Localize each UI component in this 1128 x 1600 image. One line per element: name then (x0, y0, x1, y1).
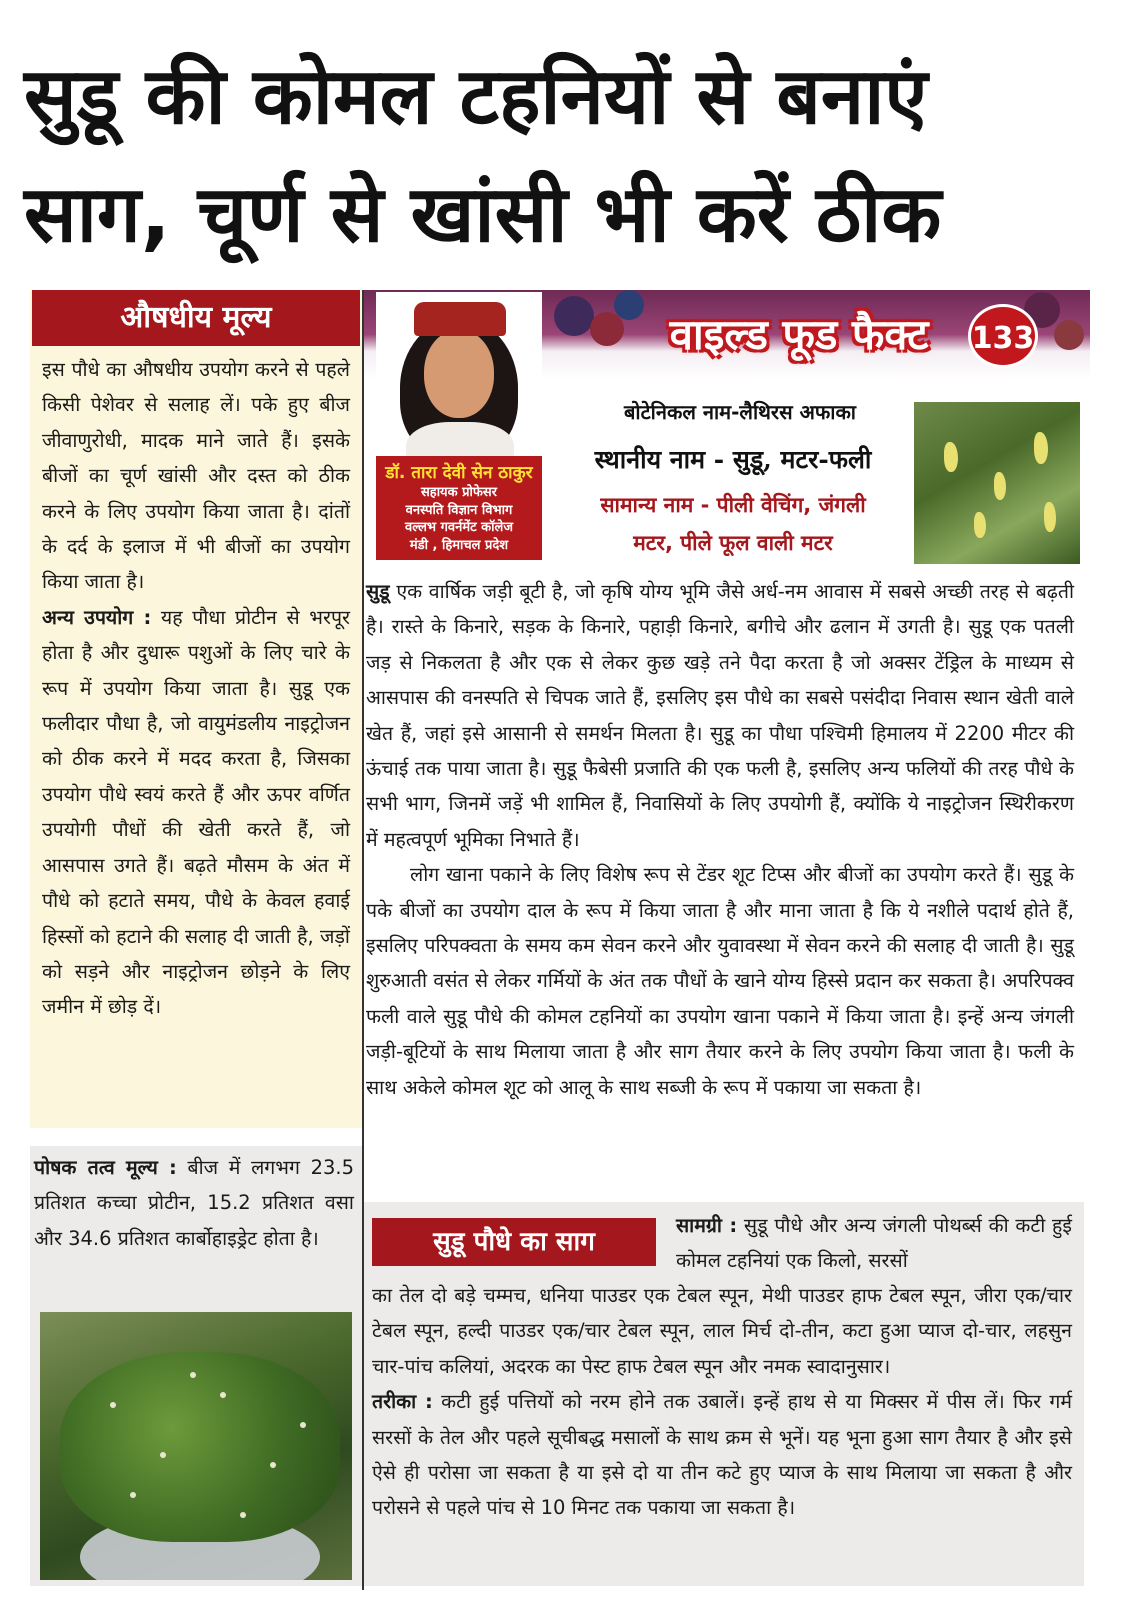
nutrition-text (34, 1150, 354, 1256)
headline-line-1: सुडू की कोमल टहनियों से बनाएं (24, 52, 928, 142)
method-text: कटी हुई पत्तियों को नरम होने तक उबालें। इन्हें हाथ से या मिक्सर में पीस लें। फिर गर्म सरसों के तेल और पहले सूचीबद्ध मसालों के साथ क्रम से भूनें। यह भूना हुआ साग तैयार है और इसे ऐसे ही परोसा जा सकता है या इसे दो या तीन कटे हुए प्याज के साथ मिलाया जा सकता है और परोसने से पहले पांच से 10 मिनट तक पकाया जा सकता है। (372, 1390, 1072, 1520)
greens-bowl-photo (40, 1312, 352, 1580)
ingredients-label: सामग्री : (676, 1214, 738, 1237)
recipe-panel (364, 1202, 1084, 1586)
other-uses-label: अन्य उपयोग : (42, 605, 152, 629)
series-title: वाइल्ड फूड फैक्ट (669, 310, 929, 359)
recipe-text (372, 1278, 1072, 1526)
series-number-badge: 133 (968, 304, 1038, 368)
recipe-heading: सुडू पौधे का साग (372, 1218, 656, 1266)
ingredients-rest: का तेल दो बड़े चम्मच, धनिया पाउडर एक टेबल स्पून, मेथी पाउडर हाफ टेबल स्पून, जीरा एक/चार टेबल स्पून, हल्दी पाउडर एक/चार टेबल स्पून, लाल मिर्च दो-तीन, कटा हुआ प्याज दो-चार, लहसुन चार-पांच कलियां, अदरक का पेस्ट हाफ टेबल स्पून और नमक स्वादानुसार। (372, 1284, 1072, 1378)
left-column (30, 290, 362, 1590)
author-college: वल्लभ गवर्नमेंट कॉलेज (405, 520, 513, 535)
author-title: सहायक प्रोफेसर (421, 485, 497, 500)
other-uses-text: यह पौधा प्रोटीन से भरपूर होता है और दुधारू पशुओं के लिए चारे के रूप में उपयोग किया जाता है। सुडू एक फलीदार पौधा है, जो वायुमंडलीय नाइट्रोजन को ठीक करने में मदद करता है, जिसका उपयोग पौधे स्वयं करते हैं और ऊपर वर्णित उपयोगी पौधों की खेती करते हैं, जो आसपास उगते हैं। बढ़ते मौसम के अंत में पौधे को हटाते समय, पौधे के केवल हवाई हिस्सों को हटाने की सलाह दी जाती है, जड़ों को सड़ने और नाइट्रोजन छोड़ने के लिए जमीन में छोड़ दें। (42, 605, 351, 1019)
plant-photo (914, 402, 1080, 564)
author-department: वनस्पति विज्ञान विभाग (405, 502, 513, 518)
article-lead: सुडू (366, 580, 390, 603)
main-article (366, 574, 1074, 1105)
medicinal-panel (30, 290, 362, 1128)
nutrition-value-text: बीज में लगभग 23.5 प्रतिशत कच्चा प्रोटीन, 15.2 प्रतिशत वसा और 34.6 प्रतिशत कार्बोहाइड्रेट होता है। (34, 1156, 355, 1250)
right-column (364, 290, 1090, 1590)
common-name: सामान्य नाम - पीली वेचिंग, जंगली मटर, पीले फूल वाली मटर (600, 493, 866, 555)
botanical-name: बोटेनिकल नाम-लैथिरस अफाका (624, 400, 856, 424)
recipe-ingredients-head: सामग्री : सुडू पौधे और अन्य जंगली पोथर्ब्स की कटी हुई कोमल टहनियां एक किलो, सरसों (676, 1214, 1072, 1273)
local-name: स्थानीय नाम - सुडू, मटर-फली (594, 445, 872, 474)
leaves-shape (60, 1352, 340, 1542)
headline-line-2: साग, चूर्ण से खांसी भी करें ठीक (24, 170, 942, 260)
nutrition-label: पोषक तत्व मूल्य : (34, 1156, 177, 1179)
series-header (364, 290, 1090, 568)
medicinal-para-1: इस पौधे का औषधीय उपयोग करने से पहले किसी पेशेवर से सलाह लें। पके हुए बीज जीवाणुरोधी, मादक माने जाते हैं। इसके बीजों का चूर्ण खांसी और दस्त को ठीक करने के लिए उपयोग किया जाता है। दांतों के दर्द के इलाज में भी बीजों का उपयोग किया जाता है। (42, 358, 350, 594)
method-label: तरीका : (372, 1390, 433, 1414)
nutrition-panel (30, 1146, 362, 1586)
author-portrait (376, 292, 542, 456)
headline (24, 38, 1104, 274)
article-para-1: सुडू एक वार्षिक जड़ी बूटी है, जो कृषि योग्य भूमि जैसे अर्ध-नम आवास में सबसे अच्छी तरह से बढ़ती है। रास्ते के किनारे, सड़क के किनारे, पहाड़ी किनारे, बगीचे और ढलान में उगती है। सुडू एक पतली जड़ से निकलता है और एक से लेकर कुछ खड़े तने पैदा करता है जो अक्सर टेंड्रिल के माध्यम से आसपास की वनस्पति से चिपक जाते हैं, इसलिए इस पौधे का सबसे पसंदीदा निवास स्थान खेती वाले खेत हैं, जहां इसे आसानी से समर्थन मिलता है। सुडू का पौधा पश्चिमी हिमालय में 2200 मीटर की ऊंचाई तक पाया जाता है। सुडू फैबेसी प्रजाति की एक फली है, इसलिए अन्य फलियों की तरह पौधे के सभी भाग, जिनमें जड़ें भी शामिल हैं, निवासियों के लिए उपयोगी हैं, क्योंकि ये नाइट्रोजन स्थिरीकरण में महत्वपूर्ण भूमिका निभाते हैं। (366, 580, 1074, 851)
article-para-2: लोग खाना पकाने के लिए विशेष रूप से टेंडर शूट टिप्स और बीजों का उपयोग करते हैं। सुडू के पके बीजों का उपयोग दाल के रूप में किया जाता है और माना जाता है कि ये नशीले पदार्थ होते हैं, इसलिए परिपक्वता के समय कम सेवन करने और युवावस्था में सेवन करने की सलाह दी जाती है। सुडू शुरुआती वसंत से लेकर गर्मियों के अंत तक पौधों के खाने योग्य हिस्से प्रदान कर सकता है। अपरिपक्व फली वाले सुडू पौधे की कोमल टहनियों का उपयोग खाना पकाने में किया जाता है। इन्हें अन्य जंगली जड़ी-बूटियों के साथ मिलाया जाता है और साग तैयार करने के लिए उपयोग किया जाता है। फली के साथ अकेले कोमल शूट को आलू के साथ सब्जी के रूप में पकाया जा सकता है। (366, 863, 1074, 1099)
author-name: डॉ. तारा देवी सेन ठाकुर (385, 463, 533, 483)
author-location: मंडी , हिमाचल प्रदेश (409, 537, 509, 553)
medicinal-heading: औषधीय मूल्य (32, 290, 360, 346)
medicinal-text (42, 352, 350, 1025)
author-box (376, 456, 542, 560)
